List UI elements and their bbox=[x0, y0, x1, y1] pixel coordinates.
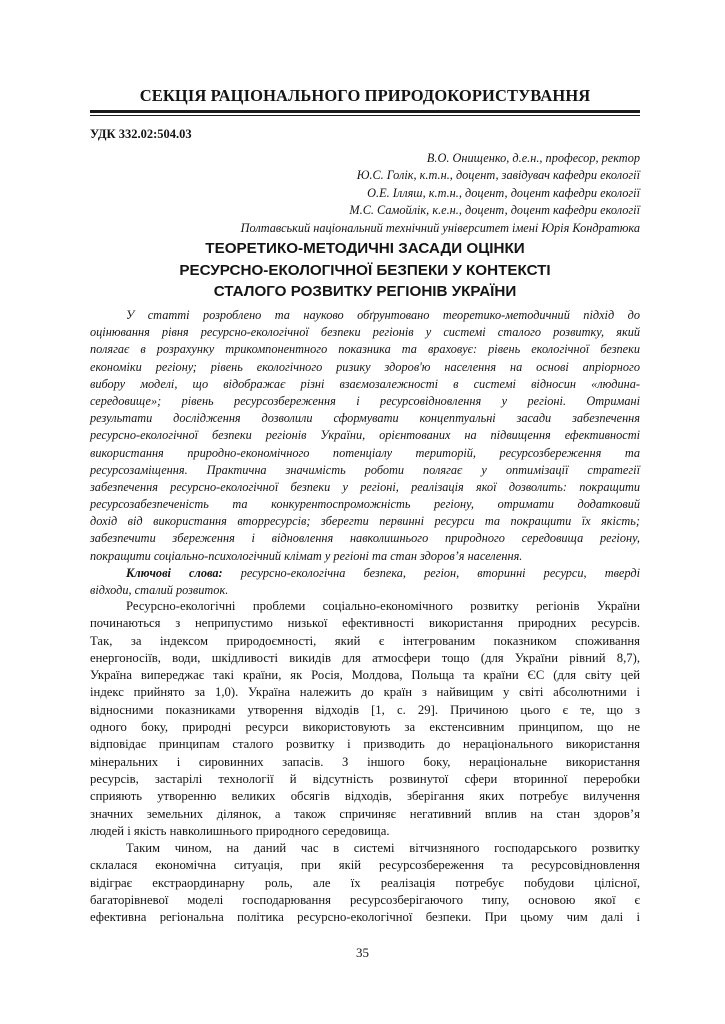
author-line: В.О. Онищенко, д.е.н., професор, ректор bbox=[426, 151, 640, 165]
body-line: Так, за індексом природоємності, який є інтегрованим показником споживання bbox=[90, 633, 640, 648]
authors-block bbox=[90, 150, 640, 237]
body-line: енергоносіїв, води, шкідливості викидів для атмосфери тощо (для України рівний 8,7), bbox=[90, 650, 640, 665]
body-line: Ресурсно-екологічні проблеми соціально-економічного розвитку регіонів України bbox=[126, 599, 640, 613]
body-line: ефективна регіональна політика ресурсно-екологічної безпеки. При цьому чим далі і bbox=[90, 910, 640, 925]
body-line: починаються з неприпустимо низької ефективності використання природних ресурсів. bbox=[90, 616, 640, 631]
author-line: О.Е. Ілляш, к.т.н., доцент, доцент кафедри екології bbox=[367, 185, 640, 200]
affiliation-line: Полтавський національний технічний університет імені Юрія Кондратюка bbox=[240, 220, 640, 235]
abstract-line: оцінювання рівня ресурсно-екологічної безпеки регіонів у системі сталого розвитку, який bbox=[90, 325, 640, 340]
body-line: склалася економічна ситуація, при якій ресурсозбереження та ресурсовідновлення bbox=[90, 858, 640, 873]
abstract-line: ресурсно-екологічної безпеки регіонів України, орієнтованих на підвищення ефективності bbox=[90, 428, 640, 443]
abstract-line: результати дослідження дозволили сформувати концептуальні засади забезпечення bbox=[90, 411, 640, 426]
abstract-line: полягає в розрахунку трикомпонентного показника та враховує: рівень екологічної безпеки bbox=[90, 342, 640, 357]
body-line: людей і якість навколишнього природного середовища. bbox=[90, 823, 390, 838]
body-line: відносними показниками утворення відходів [1, с. 29]. Причиною цього є те, що з bbox=[90, 702, 640, 717]
page-number: 35 bbox=[356, 945, 369, 960]
title-line: ТЕОРЕТИКО-МЕТОДИЧНІ ЗАСАДИ ОЦІНКИ bbox=[205, 240, 525, 257]
header-rule-thin bbox=[90, 115, 640, 116]
body-text bbox=[90, 598, 640, 927]
title-line: РЕСУРСНО-ЕКОЛОГІЧНОЇ БЕЗПЕКИ У КОНТЕКСТІ bbox=[179, 261, 551, 279]
body-line: сприяють утворенню великих обсягів відходів, зберігання яких потребує вилучення bbox=[90, 789, 640, 804]
body-line: значних земельних ділянок, а також спричиняє негативний вплив на стан здоров’я bbox=[90, 806, 640, 821]
body-line: ресурсів, застарілі технології й відсутність розвинутої сфери вторинної переробки bbox=[90, 771, 640, 786]
abstract-line: вибору моделі, що відображає різні взаємозалежності в системі відносин «людина- bbox=[90, 376, 640, 391]
header-rule-thick bbox=[90, 110, 640, 113]
abstract-line: дохід від використання вторресурсів; зберегти первинні ресурси та покращити їх якість; bbox=[90, 514, 640, 529]
body-line: багаторівневої моделі господарювання ресурсозберігаючого типу, основою якої є bbox=[90, 893, 640, 908]
abstract-line: середовище»; рівень ресурсозбереження і ресурсовідновлення у регіоні. Отримані bbox=[90, 393, 640, 408]
body-line: одного боку, природні ресурси використовують за екстенсивним принципом, що не bbox=[90, 720, 640, 735]
abstract-line: використання природно-економічного потенціалу територій, ресурсозбереження та bbox=[90, 445, 640, 460]
body-line: Таким чином, на даний час в системі вітчизняного господарського розвитку bbox=[126, 841, 640, 856]
article-title bbox=[90, 238, 640, 303]
body-line: відіграє екстраординарну роль, але їх реалізація потребує побудови цілісної, bbox=[90, 875, 640, 890]
keywords-line: відходи, сталий розвиток. bbox=[90, 583, 229, 597]
abstract-line: забезпечити збереження і відновлення навколишнього природного середовища регіону, bbox=[90, 531, 640, 546]
abstract-line: У статті розроблено та науково обґрунтовано теоретико-методичний підхід до bbox=[126, 308, 640, 322]
keywords-text: ресурсно-екологічна безпека, регіон, вторинні ресурси, тверді bbox=[222, 565, 640, 580]
body-line: індекс прийнято за 1,0). Україна належить до країн з найвищим у світі абсолютними і bbox=[90, 685, 640, 700]
section-title: СЕКЦІЯ РАЦІОНАЛЬНОГО ПРИРОДОКОРИСТУВАННЯ bbox=[139, 86, 591, 105]
body-line: Україна випереджає такі країни, як Росія, Молдова, Польща та країни ЄС (для світу цей bbox=[90, 668, 640, 683]
abstract-line: економіки регіону; рівень екологічного ризику здоров'ю населення на основі апріорного bbox=[90, 359, 640, 374]
abstract-line: ресурсозаміщення. Практична значимість роботи полягає у оптимізації стратегії bbox=[90, 462, 640, 477]
udk-code: УДК 332.02:504.03 bbox=[90, 127, 192, 141]
abstract-line: покращити соціально-психологічний клімат у регіоні та стан здоров’я населення. bbox=[90, 548, 523, 563]
body-line: відповідає принципам сталого розвитку і призводить до нераціонального використання bbox=[90, 737, 640, 752]
abstract-line: забезпечення ресурсно-екологічної безпеки у регіоні, реалізація якої дозволить: покращити bbox=[90, 479, 640, 494]
keywords-label: Ключові слова: bbox=[126, 565, 223, 580]
abstract bbox=[90, 307, 640, 599]
keywords-line bbox=[90, 565, 640, 582]
author-line: М.С. Самойлік, к.е.н., доцент, доцент кафедри екології bbox=[349, 203, 640, 218]
title-line: СТАЛОГО РОЗВИТКУ РЕГІОНІВ УКРАЇНИ bbox=[213, 283, 517, 300]
abstract-line: ресурсозабезпеченість та конкурентоспроможність регіону, отримати додатковий bbox=[90, 497, 640, 512]
body-line: мінеральних і сировинних запасів. З іншого боку, нераціональне використання bbox=[90, 754, 640, 769]
author-line: Ю.С. Голік, к.т.н., доцент, завідувач кафедри екології bbox=[356, 168, 640, 183]
